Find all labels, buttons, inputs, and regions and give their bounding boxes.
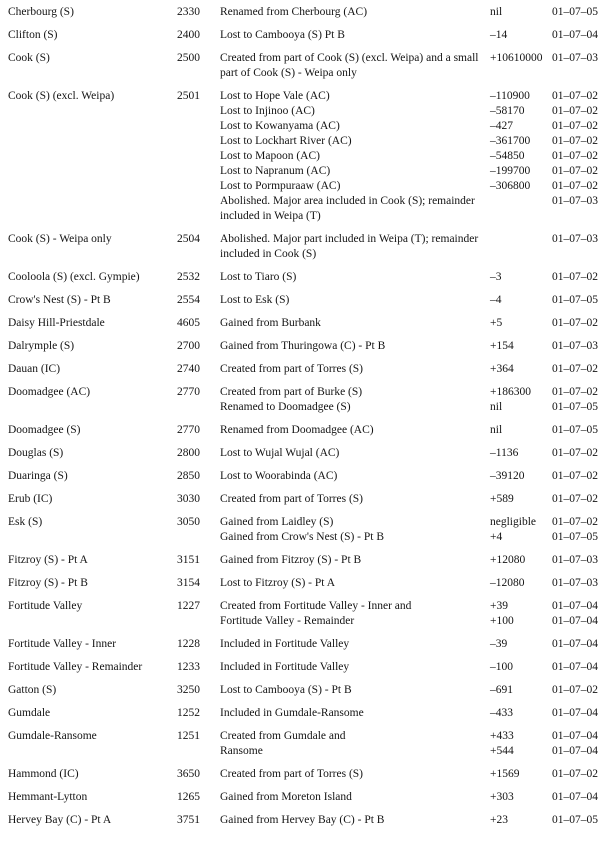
change-entry [220,790,606,805]
change-entries [200,28,606,43]
change-entries [200,316,606,331]
change-entries [200,515,606,545]
area-code: 2504 [177,233,200,245]
table-row [8,446,608,461]
change-entry [220,164,606,179]
area-change-value: nil [490,401,503,413]
change-entries [200,89,606,224]
area-change-value: –361700 [490,135,531,147]
change-entry [220,706,606,721]
table-row [8,515,608,545]
table-row [8,316,608,331]
change-description: Gained from Hervey Bay (C) - Pt B [220,814,385,826]
area-change-value: –58170 [490,105,525,117]
table-row [8,767,608,782]
change-date: 01–07–02 [552,165,598,177]
change-description: Lost to Fitzroy (S) - Pt A [220,577,336,589]
area-name: Fortitude Valley [8,600,83,612]
change-description: Lost to Wujal Wujal (AC) [220,447,340,459]
change-entry [220,293,606,308]
change-date: 01–07–03 [552,577,598,589]
area-name: Fitzroy (S) - Pt B [8,577,88,589]
area-code: 4605 [177,317,200,329]
change-entries [200,660,606,675]
area-code: 2850 [177,470,200,482]
change-entry [220,637,606,652]
change-entries [200,339,606,354]
change-date: 01–07–04 [552,730,598,742]
change-date: 01–07–04 [552,638,598,650]
table-row [8,469,608,484]
area-change-value: –1136 [490,447,519,459]
change-date: 01–07–04 [552,615,598,627]
change-entry [220,553,606,568]
change-entry [220,614,606,629]
change-entries [200,599,606,629]
table-row [8,385,608,415]
change-entries [200,469,606,484]
table-row [8,5,608,20]
area-name: Douglas (S) [8,447,64,459]
change-description: Lost to Kowanyama (AC) [220,120,340,132]
area-change-value: –199700 [490,165,531,177]
area-name: Daisy Hill-Priestdale [8,317,105,329]
change-date: 01–07–02 [552,150,598,162]
area-code: 2740 [177,363,200,375]
change-entries [200,51,606,81]
change-entry [220,599,606,614]
change-description: Included in Fortitude Valley [220,661,350,673]
table-row [8,790,608,805]
change-date: 01–07–02 [552,271,598,283]
area-code: 2532 [177,271,200,283]
change-description: Ransome [220,745,263,757]
change-entry [220,400,606,415]
area-name: Gatton (S) [8,684,57,696]
table-row [8,492,608,507]
change-description: Gained from Crow's Nest (S) - Pt B [220,531,385,543]
area-name: Cook (S) - Weipa only [8,233,112,245]
area-code: 2554 [177,294,200,306]
area-change-value: +544 [490,745,514,757]
change-entries [200,270,606,285]
change-date: 01–07–02 [552,135,598,147]
area-change-value: +10610000 [490,52,543,64]
change-entry [220,232,606,262]
change-date: 01–07–02 [552,386,598,398]
change-description: Renamed from Cherbourg (AC) [220,6,368,18]
change-description: Lost to Cambooya (S) - Pt B [220,684,352,696]
change-entries [200,446,606,461]
change-entries [200,706,606,721]
change-date: 01–07–02 [552,447,598,459]
change-entry [220,683,606,698]
area-code: 2501 [177,90,200,102]
area-name: Gumdale-Ransome [8,730,97,742]
area-change-value: –110900 [490,90,530,102]
change-entries [200,293,606,308]
change-date: 01–07–03 [552,195,598,207]
change-entry [220,576,606,591]
change-entry [220,134,606,149]
change-date: 01–07–02 [552,120,598,132]
change-date: 01–07–02 [552,90,598,102]
change-entries [200,423,606,438]
table-row [8,293,608,308]
table-row [8,423,608,438]
area-change-value: negligible [490,516,536,528]
change-description: Lost to Lockhart River (AC) [220,135,352,147]
area-change-value: –4 [490,294,502,306]
table-row [8,51,608,81]
change-description: Lost to Esk (S) [220,294,290,306]
change-entries [200,729,606,759]
area-code: 3050 [177,516,200,528]
area-change-value: –691 [490,684,513,696]
change-description: Gained from Fitzroy (S) - Pt B [220,554,362,566]
change-description: Included in Gumdale-Ransome [220,707,364,719]
change-description: Fortitude Valley - Remainder [220,615,355,627]
table-row [8,28,608,43]
change-entries [200,790,606,805]
area-name: Doomadgee (S) [8,424,81,436]
table-row [8,683,608,698]
area-name: Hervey Bay (C) - Pt A [8,814,112,826]
change-entry [220,530,606,545]
change-entries [200,813,606,828]
area-change-value: –54850 [490,150,525,162]
change-entry [220,515,606,530]
area-change-value: +39 [490,600,508,612]
area-name: Fitzroy (S) - Pt A [8,554,88,566]
change-entry [220,89,606,104]
change-date: 01–07–04 [552,791,598,803]
change-description: Lost to Cambooya (S) Pt B [220,29,345,41]
area-change-value: +154 [490,340,514,352]
table-row [8,339,608,354]
change-date: 01–07–05 [552,6,598,18]
change-date: 01–07–04 [552,745,598,757]
area-change-value: +186300 [490,386,531,398]
area-change-value: –12080 [490,577,525,589]
table-row [8,637,608,652]
area-code: 1265 [177,791,200,803]
area-name: Gumdale [8,707,51,719]
change-entry [220,194,606,224]
change-entries [200,637,606,652]
area-name: Fortitude Valley - Inner [8,638,117,650]
area-change-value: –100 [490,661,513,673]
area-name: Dalrymple (S) [8,340,75,352]
area-code: 3151 [177,554,200,566]
area-change-value: –427 [490,120,513,132]
change-description: Created from Gumdale and [220,730,346,742]
area-change-value: +12080 [490,554,526,566]
change-date: 01–07–04 [552,29,598,41]
change-description: Gained from Thuringowa (C) - Pt B [220,340,386,352]
area-name: Esk (S) [8,516,43,528]
change-date: 01–07–03 [552,554,598,566]
area-name: Cook (S) [8,52,50,64]
change-entries [200,232,606,262]
change-description: Gained from Laidley (S) [220,516,334,528]
change-description: Lost to Napranum (AC) [220,165,331,177]
change-date: 01–07–02 [552,493,598,505]
change-entry [220,28,606,43]
area-name: Crow's Nest (S) - Pt B [8,294,111,306]
area-name: Fortitude Valley - Remainder [8,661,143,673]
area-change-value: +303 [490,791,514,803]
change-entry [220,119,606,134]
area-code: 1228 [177,638,200,650]
table-row [8,706,608,721]
area-change-value: +100 [490,615,514,627]
table-row [8,729,608,759]
change-description: Created from Fortitude Valley - Inner and [220,600,412,612]
area-change-value: +1569 [490,768,520,780]
change-date: 01–07–05 [552,294,598,306]
change-date: 01–07–02 [552,105,598,117]
area-name: Hammond (IC) [8,768,79,780]
change-date: 01–07–03 [552,340,598,352]
change-date: 01–07–02 [552,768,598,780]
change-description: Abolished. Major area included in Cook (S); remainder included in Weipa (T) [220,195,475,222]
change-entries [200,492,606,507]
area-change-value: +23 [490,814,508,826]
area-name: Duaringa (S) [8,470,68,482]
change-description: Created from part of Torres (S) [220,768,364,780]
table-row [8,270,608,285]
change-entry [220,362,606,377]
change-description: Created from part of Torres (S) [220,363,364,375]
change-date: 01–07–03 [552,52,598,64]
area-change-value: +5 [490,317,503,329]
change-description: Created from part of Torres (S) [220,493,364,505]
area-name: Doomadgee (AC) [8,386,91,398]
change-date: 01–07–02 [552,684,598,696]
area-code: 1252 [177,707,200,719]
change-entry [220,469,606,484]
area-change-value: –39 [490,638,508,650]
change-description: Created from part of Burke (S) [220,386,363,398]
change-entry [220,813,606,828]
change-entry [220,423,606,438]
table-row [8,89,608,224]
area-change-value: –306800 [490,180,531,192]
table-row [8,660,608,675]
change-entries [200,385,606,415]
area-code: 2500 [177,52,200,64]
change-date: 01–07–02 [552,180,598,192]
area-change-value: –14 [490,29,508,41]
area-change-value: +433 [490,730,514,742]
change-entry [220,149,606,164]
table-row [8,599,608,629]
area-changes-table [8,5,608,828]
area-code: 3650 [177,768,200,780]
area-code: 2770 [177,424,200,436]
change-entry [220,51,606,81]
area-change-value: +364 [490,363,514,375]
change-entry [220,104,606,119]
area-change-value: –433 [490,707,513,719]
change-entry [220,767,606,782]
change-entry [220,729,606,744]
area-code: 2330 [177,6,200,18]
change-description: Gained from Moreton Island [220,791,352,803]
change-entry [220,5,606,20]
change-entry [220,316,606,331]
change-description: Renamed to Doomadgee (S) [220,401,351,413]
area-name: Cooloola (S) (excl. Gympie) [8,271,140,283]
area-name: Hemmant-Lytton [8,791,88,803]
change-description: Lost to Pormpuraaw (AC) [220,180,341,192]
change-entry [220,179,606,194]
area-change-value: –39120 [490,470,525,482]
table-row [8,813,608,828]
area-change-value: nil [490,6,503,18]
table-row [8,553,608,568]
change-entries [200,553,606,568]
area-code: 1251 [177,730,200,742]
change-entry [220,744,606,759]
area-code: 2800 [177,447,200,459]
change-date: 01–07–03 [552,233,598,245]
change-description: Renamed from Doomadgee (AC) [220,424,374,436]
change-entry [220,446,606,461]
change-date: 01–07–04 [552,600,598,612]
change-description: Gained from Burbank [220,317,321,329]
area-code: 1227 [177,600,200,612]
change-date: 01–07–02 [552,363,598,375]
change-description: Lost to Injinoo (AC) [220,105,315,117]
table-row [8,232,608,262]
change-description: Lost to Woorabinda (AC) [220,470,338,482]
change-entry [220,385,606,400]
change-entries [200,576,606,591]
change-entries [200,362,606,377]
area-code: 3030 [177,493,200,505]
change-entry [220,339,606,354]
area-name: Erub (IC) [8,493,53,505]
change-entry [220,270,606,285]
change-date: 01–07–04 [552,661,598,673]
change-entry [220,660,606,675]
change-description: Lost to Hope Vale (AC) [220,90,330,102]
change-description: Abolished. Major part included in Weipa (T); remainder included in Cook (S) [220,233,479,260]
area-change-value: +589 [490,493,514,505]
change-date: 01–07–02 [552,516,598,528]
change-entries [200,683,606,698]
change-date: 01–07–05 [552,531,598,543]
area-name: Clifton (S) [8,29,58,41]
area-code: 1233 [177,661,200,673]
change-date: 01–07–04 [552,707,598,719]
area-code: 3154 [177,577,200,589]
area-code: 3250 [177,684,200,696]
table-row [8,362,608,377]
area-name: Dauan (IC) [8,363,61,375]
area-code: 2770 [177,386,200,398]
change-date: 01–07–05 [552,401,598,413]
area-change-value: –3 [490,271,502,283]
change-description: Lost to Tiaro (S) [220,271,297,283]
area-name: Cherbourg (S) [8,6,74,18]
change-entries [200,5,606,20]
change-date: 01–07–05 [552,814,598,826]
table-row [8,576,608,591]
change-date: 01–07–02 [552,317,598,329]
change-entries [200,767,606,782]
area-code: 3751 [177,814,200,826]
change-description: Lost to Mapoon (AC) [220,150,320,162]
change-description: Included in Fortitude Valley [220,638,350,650]
area-change-value: +4 [490,531,503,543]
change-entry [220,492,606,507]
change-date: 01–07–05 [552,424,598,436]
area-code: 2400 [177,29,200,41]
area-code: 2700 [177,340,200,352]
area-change-value: nil [490,424,503,436]
change-date: 01–07–02 [552,470,598,482]
change-description: Created from part of Cook (S) (excl. Weipa) and a small part of Cook (S) - Weipa only [220,52,479,79]
area-name: Cook (S) (excl. Weipa) [8,90,115,102]
